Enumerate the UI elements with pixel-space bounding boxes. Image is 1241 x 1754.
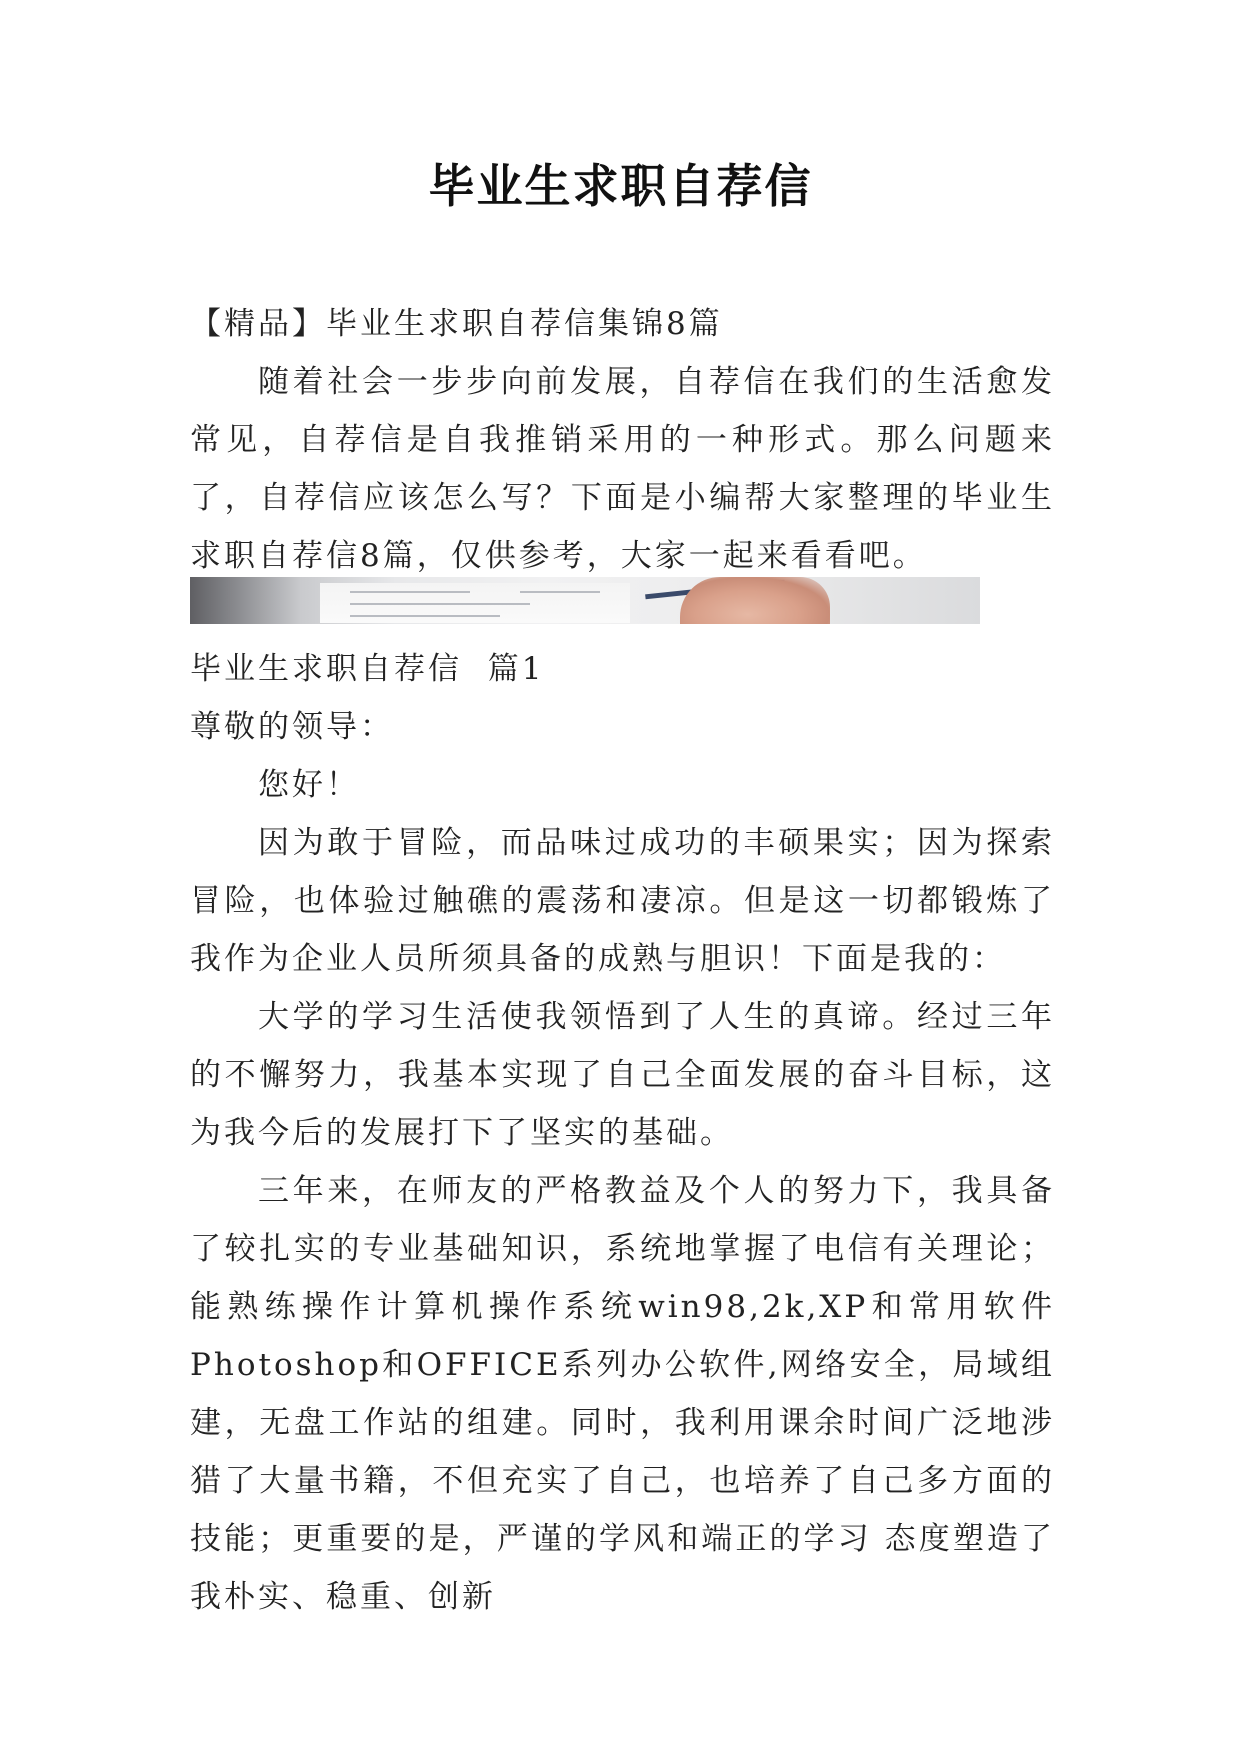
section-heading: 毕业生求职自荐信 篇1 <box>190 651 545 687</box>
greeting: 您好！ <box>258 767 360 803</box>
photo-paper <box>320 583 630 623</box>
salutation: 尊敬的领导： <box>190 709 394 745</box>
article-photo <box>190 577 980 624</box>
intro-heading: 【精品】毕业生求职自荐信集锦8篇 <box>190 306 723 342</box>
letter-block <box>190 640 1055 1626</box>
paragraph-2: 大学的学习生活使我领悟到了人生的真谛。经过三年的不懈努力，我基本实现了自己全面发展的奋斗目标，这为我今后的发展打下了坚实的基础。 <box>190 999 1055 1151</box>
intro-block <box>190 295 1055 585</box>
document-title: 毕业生求职自荐信 <box>428 159 813 213</box>
photo-hand <box>680 577 830 624</box>
paragraph-1: 因为敢于冒险，而品味过成功的丰硕果实；因为探索冒险，也体验过触礁的震荡和凄凉。但是这一切都锻炼了我作为企业人员所须具备的成熟与胆识！下面是我的： <box>190 825 1055 977</box>
paragraph-3: 三年来，在师友的严格教益及个人的努力下，我具备了较扎实的专业基础知识，系统地掌握了电信有关理论；能熟练操作计算机操作系统win98,2k,XP和常用软件Photoshop和OFFICE系列办公软件,网络安全，局域组建，无盘工作站的组建。同时，我利用课余时间广泛地涉猎了大量书籍，不但充实了自己，也培养了自己多方面的技能；更重要的是，严谨的学风和端正的学习 态度塑造了我朴实、稳重、创新 <box>190 1173 1055 1615</box>
intro-paragraph: 随着社会一步步向前发展，自荐信在我们的生活愈发常见，自荐信是自我推销采用的一种形式。那么问题来了，自荐信应该怎么写？下面是小编帮大家整理的毕业生求职自荐信8篇，仅供参考，大家一起来看看吧。 <box>190 364 1055 574</box>
